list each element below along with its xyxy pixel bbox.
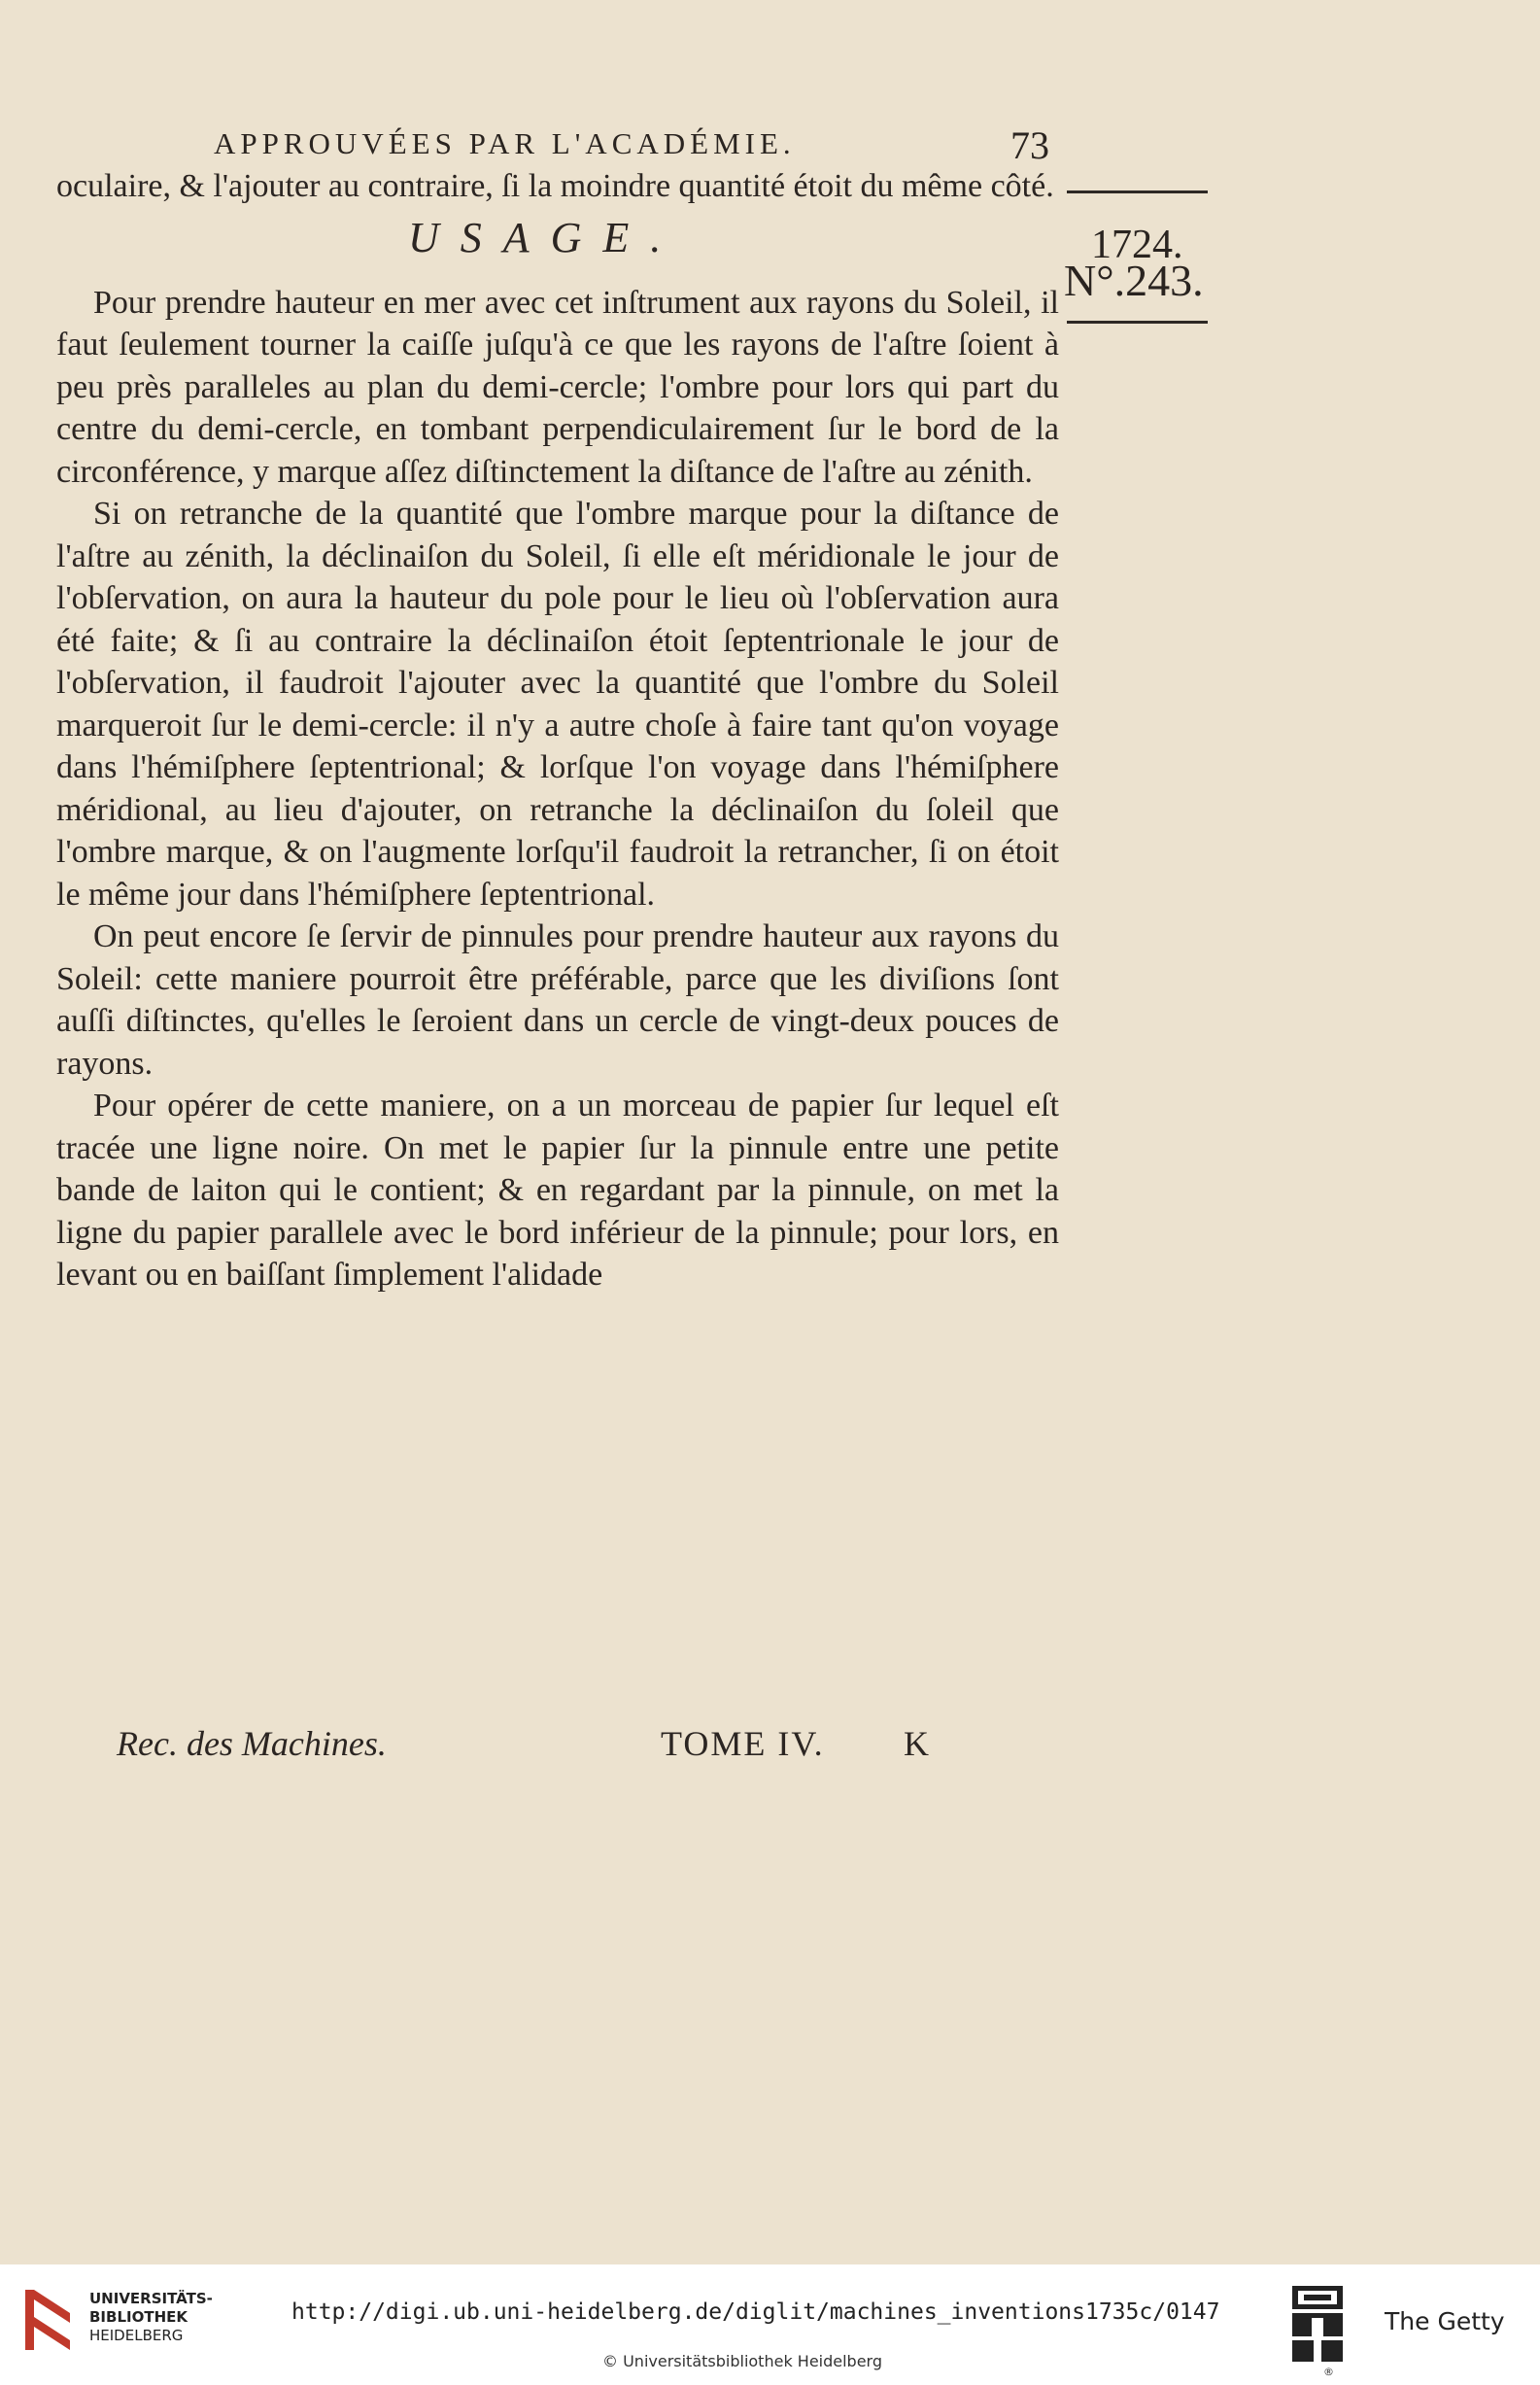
paragraph-4: Pour opérer de cette maniere, on a un morceau de papier ſur lequel eſt tracée une ligne noire. On met le papier ſur la pinnule entre une petite bande de laiton qui le contient; & en regardant par la pinnule, on met la ligne du papier parallele avec le bord inférieur de la pinnule; pour lors, en levant ou en baiſſant ſimplement l'alidade: [56, 1088, 1059, 1293]
library-name-line: UNIVERSITÄTS-: [89, 2290, 213, 2307]
permalink-url[interactable]: http://digi.ub.uni-heidelberg.de/diglit/machines_inventions1735c/0147: [291, 2299, 1220, 2325]
paragraph-2: Si on retranche de la quantité que l'ombre marque pour la diſtance de l'aſtre au zénith, la déclinaiſon du Soleil, ſi elle eſt méridionale le jour de l'obſervation, on aura la hauteur du pole pour le lieu où l'obſervation aura été faite; & ſi au contraire la déclinaiſon étoit ſeptentrionale le jour de l'obſervation, il faudroit l'ajouter avec la quantité que l'ombre du Soleil marqueroit ſur le demi-cercle: il n'y a autre choſe à faire tant qu'on voyage dans l'hémiſphere ſeptentrional; & lorſque l'on voyage dans l'hémiſphere méridional, au lieu d'ajouter, on retranche la déclinaiſon du ſoleil que l'ombre marque, & on l'augmente lorſqu'il faudroit la retrancher, ſi on étoit le même jour dans l'hémiſphere ſeptentrional.: [56, 496, 1059, 913]
copyright-notice: © Universitätsbibliothek Heidelberg: [602, 2352, 883, 2370]
running-head: APPROUVÉES PAR L'ACADÉMIE.: [214, 126, 796, 160]
margin-year: 1724.: [1091, 223, 1183, 267]
getty-logo-icon: [1292, 2286, 1343, 2362]
viewer-bottom-bar: [0, 2264, 1540, 2385]
getty-name: The Getty: [1385, 2307, 1505, 2335]
library-name-line: BIBLIOTHEK: [89, 2308, 188, 2326]
body-text: [56, 165, 1059, 1296]
registered-mark: ®: [1323, 2366, 1334, 2378]
library-name-line: HEIDELBERG: [89, 2327, 184, 2344]
footer-source: Rec. des Machines.: [117, 1724, 387, 1763]
footer-volume: TOME IV.: [661, 1724, 825, 1763]
margin-rule-bottom: [1067, 321, 1208, 324]
section-title: USAGE.: [408, 213, 683, 261]
margin-entry-number: N°.243.: [1064, 256, 1204, 305]
opening-lines: oculaire, & l'ajouter au contraire, ſi la moindre quantité étoit du même côté.: [56, 168, 1054, 204]
footer-signature: K: [904, 1724, 929, 1763]
paragraph-1: Pour prendre hauteur en mer avec cet inſtrument aux rayons du Soleil, il faut ſeulement tourner la caiſſe juſqu'à ce que les rayons de l'aſtre ſoient à peu près paralleles au plan du demi-cercle; l'ombre pour lors qui part du centre du demi-cercle, en tombant perpendiculairement ſur le bord de la circonférence, y marque aſſez diſtinctement la diſtance de l'aſtre au zénith.: [56, 284, 1059, 490]
paragraph-3: On peut encore ſe ſervir de pinnules pour prendre hauteur aux rayons du Soleil: cette maniere pourroit être préférable, parce que les diviſions ſont auſſi diſtinctes, qu'elles le ſeroient dans un cercle de vingt-deux pouces de rayons.: [56, 918, 1059, 1082]
library-name: [89, 2290, 213, 2345]
page-footer: [117, 1723, 991, 1772]
ub-heidelberg-logo-icon: [19, 2286, 76, 2354]
page-number: 73: [1010, 123, 1049, 167]
margin-rule-top: [1067, 190, 1208, 193]
